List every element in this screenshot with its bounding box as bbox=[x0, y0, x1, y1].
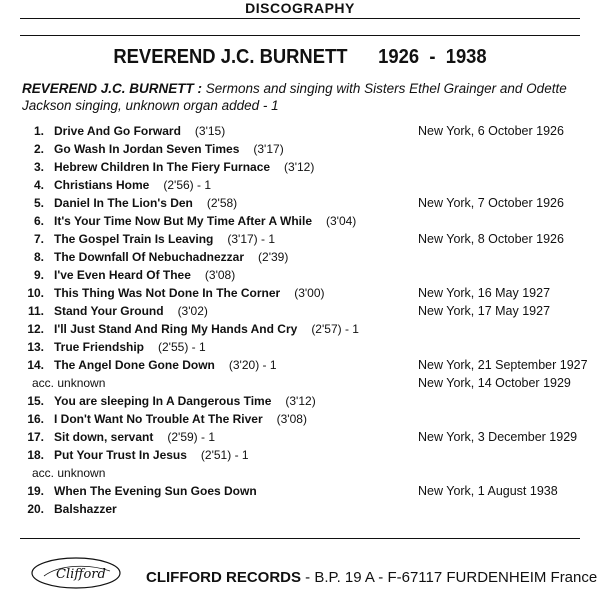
track-duration: (3'15) bbox=[194, 124, 226, 138]
track-duration: (2'59) bbox=[167, 430, 198, 444]
track-title-cell bbox=[54, 340, 206, 354]
track-number: 1. bbox=[33, 124, 44, 138]
track-duration: (3'17) bbox=[227, 232, 258, 246]
recording-place: New York, 7 October 1926 bbox=[418, 196, 564, 210]
track-row bbox=[22, 412, 582, 430]
recording-place: New York, 21 September 1927 bbox=[418, 358, 588, 372]
company-address: - B.P. 19 A - F-67117 FURDENHEIM France bbox=[301, 569, 598, 586]
top-rule bbox=[20, 18, 580, 19]
track-title: Stand Your Ground bbox=[54, 304, 164, 318]
track-row bbox=[22, 160, 582, 178]
track-title-cell bbox=[54, 142, 284, 156]
track-number: 2. bbox=[33, 142, 44, 156]
track-number: 13. bbox=[27, 340, 44, 354]
track-row bbox=[22, 232, 582, 250]
track-number: 19. bbox=[27, 484, 44, 498]
accompaniment-note-2 bbox=[22, 466, 582, 484]
description-artist: REVEREND J.C. BURNETT : bbox=[22, 81, 203, 96]
track-title-cell bbox=[54, 196, 237, 210]
track-title-cell bbox=[54, 268, 235, 282]
track-group-b bbox=[22, 394, 582, 466]
track-title-cell bbox=[54, 358, 277, 372]
track-title-cell bbox=[54, 448, 249, 462]
track-number: 11. bbox=[27, 304, 44, 318]
track-take: - 1 bbox=[259, 358, 277, 372]
track-duration: (2'39) bbox=[258, 250, 289, 264]
track-title-cell bbox=[54, 430, 215, 444]
track-title: It's Your Time Now But My Time After A While bbox=[54, 214, 312, 228]
track-row bbox=[22, 178, 582, 196]
track-title: I'll Just Stand And Ring My Hands And Cry bbox=[54, 322, 298, 336]
footer-rule bbox=[20, 538, 580, 539]
track-take: - 1 bbox=[197, 430, 216, 444]
track-row bbox=[22, 394, 582, 412]
track-number: 12. bbox=[27, 322, 44, 336]
recording-place: New York, 17 May 1927 bbox=[418, 304, 551, 318]
recording-place: New York, 16 May 1927 bbox=[418, 286, 551, 300]
track-row bbox=[22, 340, 582, 358]
description-text: Sermons and singing with Sisters Ethel Grainger and Odette Jackson singing, unknown organ added - 1 bbox=[22, 81, 567, 113]
section-label-rule bbox=[20, 35, 580, 36]
track-title: The Angel Done Gone Down bbox=[54, 358, 215, 372]
title-dash: - bbox=[429, 46, 436, 68]
title-year-end: 1938 bbox=[445, 46, 487, 68]
track-number: 20. bbox=[27, 502, 44, 516]
track-title-cell bbox=[54, 322, 359, 336]
track-duration: (3'17) bbox=[253, 142, 284, 156]
track-row bbox=[22, 196, 582, 214]
recording-place: New York, 3 December 1929 bbox=[418, 430, 578, 444]
track-duration: (2'58) bbox=[206, 196, 238, 210]
track-take: - 1 bbox=[341, 322, 359, 336]
track-take: - 1 bbox=[231, 448, 249, 462]
track-title: Hebrew Children In The Fiery Furnace bbox=[54, 160, 271, 174]
track-title-cell bbox=[54, 484, 257, 498]
track-title: When The Evening Sun Goes Down bbox=[54, 484, 257, 498]
track-row bbox=[22, 250, 582, 268]
track-title-cell bbox=[54, 412, 307, 426]
clifford-logo bbox=[30, 556, 122, 590]
track-title-cell bbox=[54, 232, 275, 246]
svg-text:Clifford: Clifford bbox=[56, 567, 106, 582]
track-duration: (3'08) bbox=[276, 412, 307, 426]
recording-place: New York, 6 October 1926 bbox=[418, 124, 564, 138]
track-number: 5. bbox=[33, 196, 44, 210]
track-duration: (2'55) bbox=[158, 340, 189, 354]
page-title bbox=[24, 46, 576, 69]
track-title: You are sleeping In A Dangerous Time bbox=[54, 394, 272, 408]
track-row bbox=[22, 142, 582, 160]
track-duration: (3'08) bbox=[204, 268, 236, 282]
session-description bbox=[22, 80, 582, 114]
track-title: Christians Home bbox=[54, 178, 150, 192]
track-title-cell bbox=[54, 124, 225, 138]
note-text: acc. unknown bbox=[32, 466, 106, 480]
track-row bbox=[22, 286, 582, 304]
track-title-cell bbox=[54, 178, 211, 192]
track-title: Daniel In The Lion's Den bbox=[54, 196, 193, 210]
track-row bbox=[22, 358, 588, 376]
track-duration: (3'12) bbox=[285, 394, 316, 408]
track-title: I've Even Heard Of Thee bbox=[54, 268, 191, 282]
section-label: DISCOGRAPHY bbox=[245, 0, 355, 16]
track-list bbox=[22, 124, 588, 520]
track-title-cell bbox=[54, 160, 314, 174]
track-title: The Gospel Train Is Leaving bbox=[54, 232, 214, 246]
track-number: 18. bbox=[27, 448, 44, 462]
track-number: 17. bbox=[27, 430, 44, 444]
track-duration: (3'04) bbox=[326, 214, 357, 228]
track-take: - 1 bbox=[193, 178, 212, 192]
track-duration: (3'12) bbox=[284, 160, 315, 174]
track-row bbox=[22, 430, 582, 448]
track-row bbox=[22, 268, 582, 286]
recording-place: New York, 14 October 1929 bbox=[418, 376, 571, 390]
track-title-cell bbox=[54, 214, 356, 228]
track-row bbox=[22, 484, 582, 502]
recording-place: New York, 1 August 1938 bbox=[418, 484, 558, 498]
accompaniment-note-1 bbox=[22, 376, 582, 394]
track-title: True Friendship bbox=[54, 340, 145, 354]
track-title: The Downfall Of Nebuchadnezzar bbox=[54, 250, 245, 264]
title-artist: REVEREND J.C. BURNETT bbox=[113, 46, 348, 68]
track-duration: (3'02) bbox=[177, 304, 208, 318]
track-number: 14. bbox=[27, 358, 44, 372]
track-row bbox=[22, 124, 582, 142]
track-number: 7. bbox=[33, 232, 44, 246]
track-title: Drive And Go Forward bbox=[54, 124, 181, 138]
track-take: - 1 bbox=[257, 232, 276, 246]
company-line bbox=[146, 569, 597, 586]
track-title-cell bbox=[54, 304, 208, 318]
title-year-start: 1926 bbox=[378, 46, 420, 68]
track-take: - 1 bbox=[188, 340, 206, 354]
track-title: Put Your Trust In Jesus bbox=[54, 448, 187, 462]
track-title: Balshazzer bbox=[54, 502, 117, 516]
company-name: CLIFFORD RECORDS bbox=[146, 569, 301, 586]
track-number: 9. bbox=[33, 268, 44, 282]
track-number: 16. bbox=[27, 412, 44, 426]
track-number: 3. bbox=[33, 160, 44, 174]
recording-place: New York, 8 October 1926 bbox=[418, 232, 564, 246]
track-group-c bbox=[22, 484, 582, 520]
track-title-cell bbox=[54, 286, 325, 300]
track-row bbox=[22, 304, 582, 322]
track-row bbox=[22, 322, 582, 340]
track-title-cell bbox=[54, 250, 288, 264]
track-duration: (3'00) bbox=[294, 286, 325, 300]
track-title: I Don't Want No Trouble At The River bbox=[54, 412, 263, 426]
track-title-cell bbox=[54, 502, 117, 516]
track-row bbox=[22, 448, 582, 466]
track-row bbox=[22, 214, 582, 232]
track-title: Sit down, servant bbox=[54, 430, 154, 444]
track-number: 15. bbox=[27, 394, 44, 408]
track-title: This Thing Was Not Done In The Corner bbox=[54, 286, 281, 300]
track-number: 6. bbox=[33, 214, 44, 228]
track-number: 8. bbox=[33, 250, 44, 264]
track-group-a bbox=[22, 124, 588, 376]
track-duration: (3'20) bbox=[228, 358, 260, 372]
track-duration: (2'51) bbox=[200, 448, 232, 462]
track-number: 10. bbox=[27, 286, 44, 300]
track-title: Go Wash In Jordan Seven Times bbox=[54, 142, 240, 156]
note-text: acc. unknown bbox=[32, 376, 106, 390]
track-title-cell bbox=[54, 394, 316, 408]
track-row bbox=[22, 502, 582, 520]
track-duration: (2'57) bbox=[311, 322, 342, 336]
track-duration: (2'56) bbox=[163, 178, 194, 192]
track-number: 4. bbox=[33, 178, 44, 192]
